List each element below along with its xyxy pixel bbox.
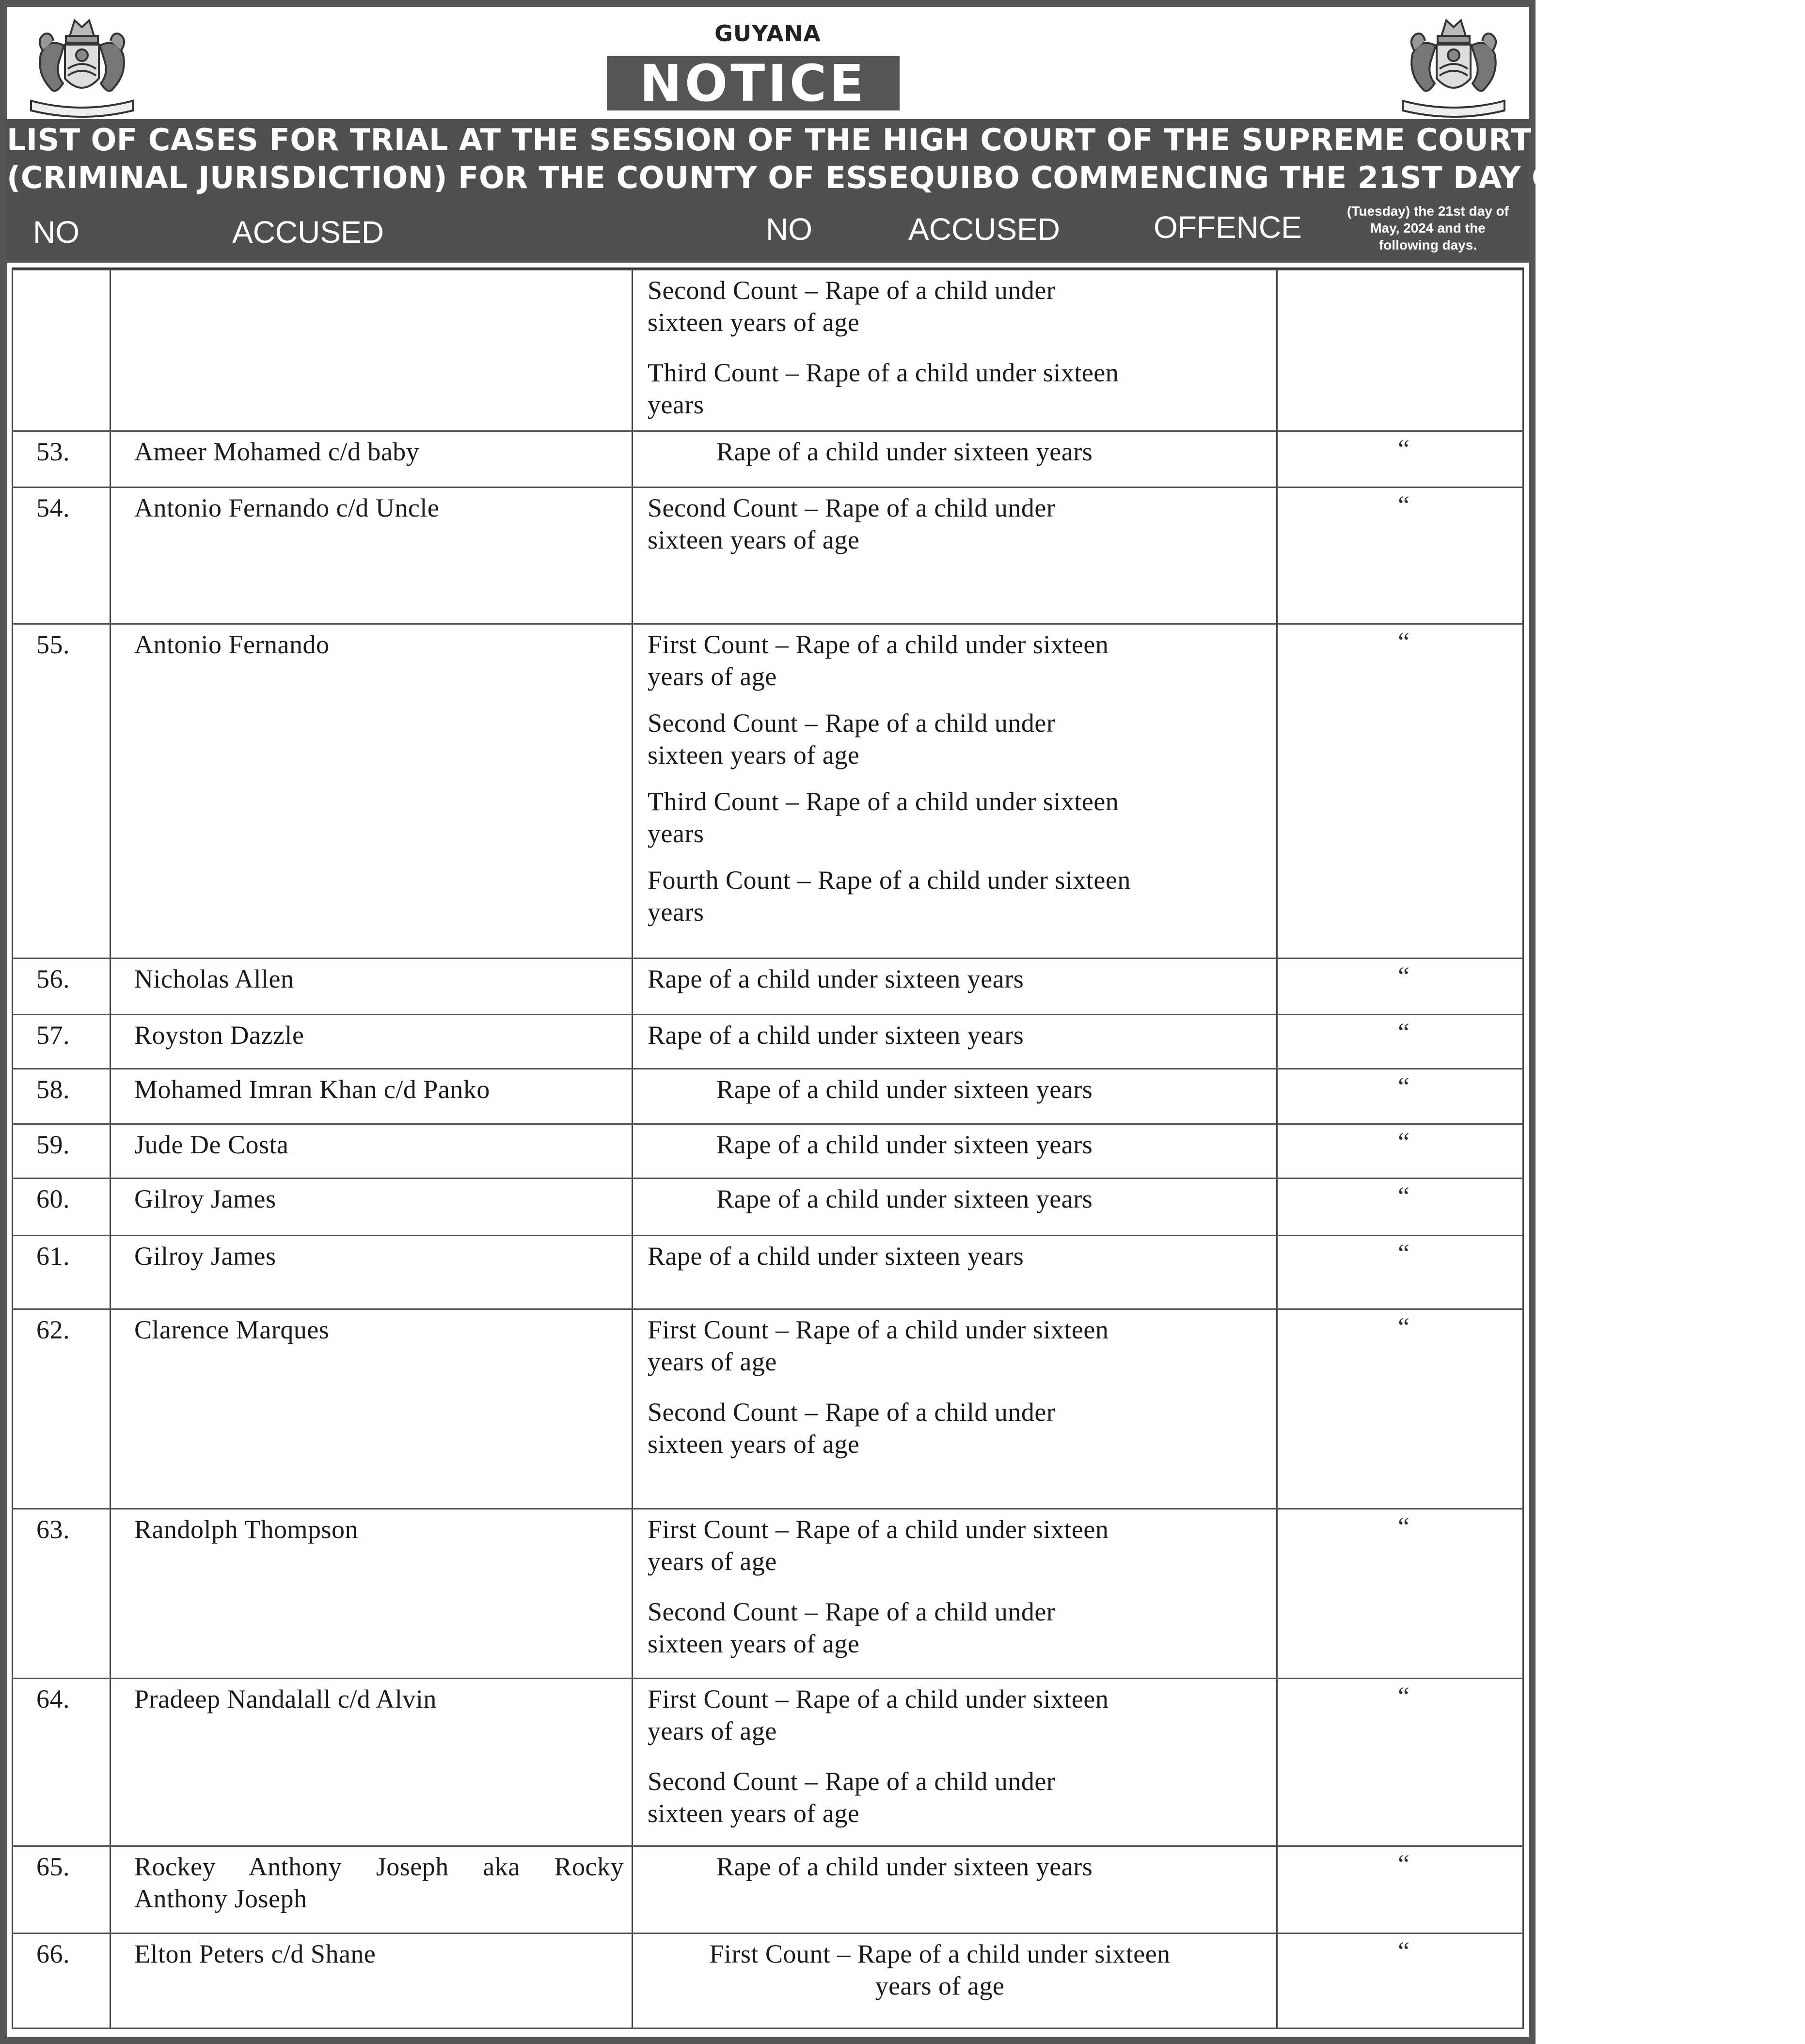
title-line-1: LIST OF CASES FOR TRIAL AT THE SESSION OF THE HIGH COURT OF THE SUPREME COURT OF JUDICATURE bbox=[7, 122, 1805, 157]
case-number: 55. bbox=[36, 630, 70, 659]
offence-cell bbox=[633, 488, 1278, 623]
ditto-mark: “ bbox=[1398, 961, 1409, 991]
case-number-cell bbox=[12, 1679, 111, 1845]
case-number-cell bbox=[12, 1179, 111, 1235]
accused-cell bbox=[111, 1125, 633, 1178]
table-row bbox=[12, 1509, 1524, 1679]
accused-cell bbox=[111, 432, 633, 487]
offence-text: Rape of a child under sixteen years bbox=[648, 1021, 1024, 1050]
accused-cell bbox=[111, 1847, 633, 1933]
offence-count bbox=[648, 1314, 1263, 1378]
trial-date-cell bbox=[1278, 1934, 1524, 2028]
offence-cell bbox=[633, 1125, 1278, 1178]
case-number: 56. bbox=[36, 964, 70, 993]
offence-cell bbox=[633, 1069, 1278, 1123]
offence-line: Second Count – Rape of a child under bbox=[648, 1597, 1056, 1626]
offence-line: years of age bbox=[648, 1547, 777, 1576]
table-row bbox=[12, 1236, 1524, 1310]
offence-line: sixteen years of age bbox=[648, 1799, 860, 1828]
ditto-mark: “ bbox=[1398, 490, 1409, 519]
offence-counts bbox=[648, 492, 1263, 556]
notice-banner bbox=[607, 54, 900, 113]
trial-date-cell bbox=[1278, 1015, 1524, 1068]
case-number: 57. bbox=[36, 1021, 70, 1050]
accused-name: Antonio Fernando c/d Uncle bbox=[134, 493, 440, 522]
trial-date-note-line: (Tuesday) the 21st day of bbox=[1346, 204, 1509, 219]
table-row bbox=[12, 1934, 1524, 2029]
case-number: 59. bbox=[36, 1130, 70, 1159]
offence-line: years bbox=[648, 819, 704, 848]
accused-cell bbox=[111, 1934, 633, 2028]
column-header-no-2: NO bbox=[766, 212, 812, 247]
offence-line: Third Count – Rape of a child under sixteen bbox=[648, 358, 1119, 387]
table-row bbox=[12, 1125, 1524, 1179]
table-row bbox=[12, 488, 1524, 625]
case-number: 65. bbox=[36, 1852, 70, 1881]
trial-date-cell bbox=[1278, 1847, 1524, 1933]
notice-header bbox=[7, 7, 1529, 119]
offence-count bbox=[648, 1765, 1263, 1829]
case-number-cell bbox=[12, 1847, 111, 1933]
table-row bbox=[12, 959, 1524, 1015]
offence-cell bbox=[633, 1015, 1278, 1068]
ditto-mark: “ bbox=[1398, 627, 1409, 656]
case-number-cell bbox=[12, 625, 111, 958]
case-number: 63. bbox=[36, 1515, 70, 1544]
ditto-mark: “ bbox=[1398, 1682, 1409, 1711]
offence-text: Rape of a child under sixteen years bbox=[716, 437, 1093, 466]
accused-name: Ameer Mohamed c/d baby bbox=[134, 437, 420, 466]
case-number-cell bbox=[12, 1015, 111, 1068]
accused-name: Mohamed Imran Khan c/d Panko bbox=[134, 1075, 490, 1104]
case-number: 61. bbox=[36, 1242, 70, 1271]
case-number-cell bbox=[12, 1934, 111, 2028]
accused-cell bbox=[111, 1179, 633, 1235]
title-line-2: (CRIMINAL JURISDICTION) FOR THE COUNTY OF ESSEQUIBO COMMENCING THE 21ST DAY OF MAY, 2024. bbox=[7, 160, 1775, 195]
accused-cell bbox=[111, 1015, 633, 1068]
accused-cell bbox=[111, 488, 633, 623]
offence-line: Fourth Count – Rape of a child under sixteen bbox=[648, 865, 1131, 895]
trial-date-note-line: following days. bbox=[1378, 237, 1477, 252]
offence-line: years of age bbox=[648, 662, 777, 691]
case-number: 64. bbox=[36, 1684, 70, 1714]
accused-name-line: Anthony Joseph bbox=[134, 1884, 307, 1913]
trial-date-note-line: May, 2024 and the bbox=[1370, 220, 1486, 236]
offence-count bbox=[648, 629, 1263, 692]
offence-line: years of age bbox=[648, 1347, 777, 1376]
trial-date-cell bbox=[1278, 959, 1524, 1014]
table-row bbox=[12, 432, 1524, 488]
trial-date-cell bbox=[1278, 1679, 1524, 1845]
offence-line: Second Count – Rape of a child under bbox=[648, 1767, 1056, 1796]
accused-name: Clarence Marques bbox=[134, 1315, 330, 1344]
offence-line: First Count – Rape of a child under sixteen bbox=[648, 1684, 1109, 1714]
offence-count bbox=[648, 786, 1263, 849]
ditto-mark: “ bbox=[1398, 1181, 1409, 1211]
offence-counts bbox=[648, 629, 1263, 943]
offence-cell bbox=[633, 1179, 1278, 1235]
table-row bbox=[12, 269, 1524, 432]
column-header-accused-2: ACCUSED bbox=[908, 212, 1060, 247]
trial-date-note bbox=[1336, 203, 1520, 253]
accused-cell bbox=[111, 1509, 633, 1678]
accused-name: Gilroy James bbox=[134, 1184, 276, 1213]
case-number-cell bbox=[12, 1509, 111, 1678]
ditto-mark: “ bbox=[1398, 434, 1409, 463]
offence-count bbox=[648, 707, 1263, 771]
accused-name: Nicholas Allen bbox=[134, 964, 294, 993]
accused-cell bbox=[111, 625, 633, 958]
offence-line: sixteen years of age bbox=[648, 1430, 860, 1459]
offence-line: Third Count – Rape of a child under sixteen bbox=[648, 787, 1119, 816]
ditto-mark: “ bbox=[1398, 1239, 1409, 1268]
offence-line: Second Count – Rape of a child under bbox=[648, 708, 1056, 738]
case-number-cell bbox=[12, 432, 111, 487]
table-row bbox=[12, 1679, 1524, 1847]
offence-cell bbox=[633, 1310, 1278, 1508]
case-number: 60. bbox=[36, 1184, 70, 1213]
accused-name: Randolph Thompson bbox=[134, 1515, 359, 1544]
offence-line: sixteen years of age bbox=[648, 525, 860, 554]
trial-date-cell bbox=[1278, 1179, 1524, 1235]
case-number: 54. bbox=[36, 493, 70, 522]
ditto-mark: “ bbox=[1398, 1018, 1409, 1047]
accused-name: Jude De Costa bbox=[134, 1130, 289, 1159]
offence-text: Rape of a child under sixteen years bbox=[716, 1075, 1093, 1104]
case-number-cell bbox=[12, 488, 111, 623]
offence-count bbox=[648, 1396, 1263, 1460]
table-row bbox=[12, 1847, 1524, 1934]
accused-name: Gilroy James bbox=[134, 1242, 276, 1271]
trial-date-cell bbox=[1278, 432, 1524, 487]
offence-text: Rape of a child under sixteen years bbox=[648, 1242, 1024, 1271]
offence-count bbox=[648, 357, 1263, 421]
offence-cell bbox=[633, 959, 1278, 1014]
table-row bbox=[12, 1069, 1524, 1125]
ditto-mark: “ bbox=[1398, 1072, 1409, 1101]
accused-name-line: Rockey Anthony Joseph aka Rocky bbox=[134, 1852, 624, 1881]
ditto-mark: “ bbox=[1398, 1849, 1409, 1878]
case-number-cell bbox=[12, 1069, 111, 1123]
cases-table-body bbox=[12, 267, 1524, 2000]
trial-date-cell bbox=[1278, 270, 1524, 430]
accused-cell bbox=[111, 1236, 633, 1308]
offence-text: Rape of a child under sixteen years bbox=[716, 1852, 1093, 1881]
accused-name: Elton Peters c/d Shane bbox=[134, 1939, 376, 1968]
trial-date-cell bbox=[1278, 1236, 1524, 1308]
offence-cell bbox=[633, 1679, 1278, 1845]
table-row bbox=[12, 1310, 1524, 1509]
ditto-mark: “ bbox=[1398, 1936, 1409, 1965]
trial-date-cell bbox=[1278, 1125, 1524, 1178]
accused-cell bbox=[111, 1069, 633, 1123]
trial-date-cell bbox=[1278, 625, 1524, 958]
column-header-offence: OFFENCE bbox=[1154, 210, 1302, 245]
offence-cell bbox=[633, 270, 1278, 430]
case-number-cell bbox=[12, 1236, 111, 1308]
ditto-mark: “ bbox=[1398, 1312, 1409, 1341]
offence-count bbox=[648, 1513, 1263, 1577]
accused-cell bbox=[111, 1679, 633, 1845]
offence-text: Rape of a child under sixteen years bbox=[716, 1184, 1093, 1213]
trial-date-cell bbox=[1278, 1310, 1524, 1508]
trial-date-cell bbox=[1278, 488, 1524, 623]
accused-cell bbox=[111, 959, 633, 1014]
offence-line: First Count – Rape of a child under sixteen bbox=[648, 1315, 1109, 1344]
case-number-cell bbox=[12, 959, 111, 1014]
offence-count bbox=[648, 1683, 1263, 1747]
offence-line: First Count – Rape of a child under sixteen bbox=[648, 630, 1109, 659]
offence-cell bbox=[633, 432, 1278, 487]
case-number: 66. bbox=[36, 1939, 70, 1968]
offence-line: Second Count – Rape of a child under bbox=[648, 1398, 1056, 1427]
column-header-no: NO bbox=[33, 215, 79, 250]
offence-counts bbox=[648, 274, 1263, 421]
offence-line: sixteen years of age bbox=[648, 308, 860, 337]
table-row bbox=[12, 1179, 1524, 1236]
accused-name: Royston Dazzle bbox=[134, 1021, 304, 1050]
title-band bbox=[7, 119, 1805, 263]
offence-line: First Count – Rape of a child under sixteen bbox=[648, 1515, 1109, 1544]
offence-text: Rape of a child under sixteen years bbox=[648, 964, 1024, 993]
offence-count bbox=[648, 1596, 1263, 1660]
offence-count bbox=[648, 1938, 1263, 2002]
offence-line: sixteen years of age bbox=[648, 1629, 860, 1658]
offence-line: First Count – Rape of a child under sixteen bbox=[709, 1939, 1171, 1968]
case-number-cell bbox=[12, 270, 111, 430]
table-row bbox=[12, 625, 1524, 959]
offence-line: years bbox=[648, 897, 704, 927]
trial-date-cell bbox=[1278, 1509, 1524, 1678]
offence-text: Rape of a child under sixteen years bbox=[716, 1130, 1093, 1159]
offence-count bbox=[648, 274, 1263, 338]
case-number: 58. bbox=[36, 1075, 70, 1104]
ditto-mark: “ bbox=[1398, 1512, 1409, 1541]
accused-cell bbox=[111, 1310, 633, 1508]
offence-line: years bbox=[648, 390, 704, 419]
case-number: 62. bbox=[36, 1315, 70, 1344]
offence-line: Second Count – Rape of a child under bbox=[648, 493, 1056, 522]
case-number: 53. bbox=[36, 437, 70, 466]
column-header-accused: ACCUSED bbox=[232, 215, 384, 250]
case-number-cell bbox=[12, 1310, 111, 1508]
offence-counts bbox=[648, 1683, 1263, 1829]
accused-cell bbox=[111, 270, 633, 430]
offence-line: sixteen years of age bbox=[648, 740, 860, 770]
offence-counts bbox=[648, 1513, 1263, 1660]
offence-counts bbox=[648, 1938, 1263, 2002]
case-number-cell bbox=[12, 1125, 111, 1178]
offence-cell bbox=[633, 1509, 1278, 1678]
country-name: GUYANA bbox=[714, 20, 821, 47]
ditto-mark: “ bbox=[1398, 1127, 1409, 1156]
trial-date-cell bbox=[1278, 1069, 1524, 1123]
offence-count bbox=[648, 492, 1263, 556]
offence-cell bbox=[633, 625, 1278, 958]
notice-label: NOTICE bbox=[639, 54, 867, 113]
offence-cell bbox=[633, 1236, 1278, 1308]
offence-line: Second Count – Rape of a child under bbox=[648, 276, 1056, 305]
accused-name: Antonio Fernando bbox=[134, 630, 330, 659]
offence-line: years of age bbox=[875, 1971, 1005, 2000]
table-row bbox=[12, 1015, 1524, 1069]
accused-name bbox=[134, 1851, 624, 1915]
offence-cell bbox=[633, 1934, 1278, 2028]
offence-count bbox=[648, 864, 1263, 928]
coat-of-arms-icon bbox=[1393, 11, 1514, 121]
offence-line: years of age bbox=[648, 1716, 777, 1745]
offence-counts bbox=[648, 1314, 1263, 1460]
offence-cell bbox=[633, 1847, 1278, 1933]
accused-name: Pradeep Nandalall c/d Alvin bbox=[134, 1684, 437, 1714]
